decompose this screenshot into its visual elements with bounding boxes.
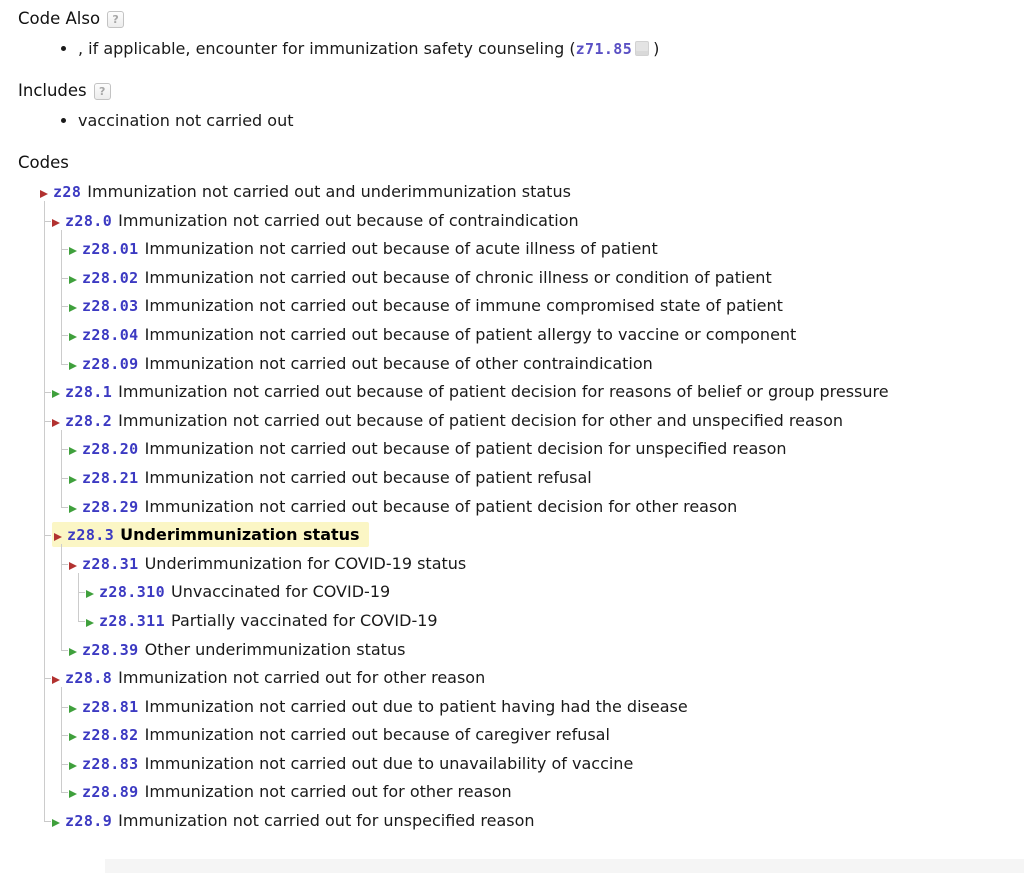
green-triangle-icon	[86, 619, 94, 627]
code-row-z28-8	[8, 664, 960, 693]
green-triangle-icon	[69, 733, 77, 741]
code-description: Immunization not carried out for other reason	[118, 668, 486, 688]
code-link-z28-03[interactable]: z28.03	[82, 297, 139, 316]
code-link-z28-02[interactable]: z28.02	[82, 268, 139, 287]
tree-branch-line	[61, 735, 68, 736]
code-row-z28-29	[8, 493, 960, 522]
code-link-z28-39[interactable]: z28.39	[82, 640, 139, 659]
code-row-z28-03	[8, 292, 960, 321]
code-row-z28-1	[8, 378, 960, 407]
code-description: Other underimmunization status	[144, 639, 406, 659]
codes-section	[18, 150, 1006, 836]
red-triangle-icon	[52, 419, 60, 427]
code-row-z28-04	[8, 321, 960, 350]
green-triangle-icon	[52, 390, 60, 398]
code-link-z28-3[interactable]: z28.3	[67, 526, 115, 545]
code-description: Immunization not carried out because of patient allergy to vaccine or component	[144, 324, 797, 344]
green-triangle-icon	[69, 447, 77, 455]
code-description: Immunization not carried out because of patient decision for reasons of belief or group pressure	[118, 382, 889, 402]
green-triangle-icon	[69, 476, 77, 484]
code-description: Immunization not carried out because of acute illness of patient	[144, 239, 658, 259]
code-row-z28-0	[8, 207, 960, 236]
tree-branch-line	[61, 507, 68, 508]
code-row-z28-20	[8, 435, 960, 464]
tree-branch-line	[61, 449, 68, 450]
code-description: Immunization not carried out for other reason	[144, 782, 512, 802]
code-description: Immunization not carried out because of caregiver refusal	[144, 725, 610, 745]
code-link-z28-31[interactable]: z28.31	[82, 554, 139, 573]
code-link-z28-1[interactable]: z28.1	[65, 383, 113, 402]
code-description: Immunization not carried out because of patient decision for other and unspecified reason	[118, 410, 844, 430]
code-description: Immunization not carried out because of immune compromised state of patient	[144, 296, 783, 316]
green-triangle-icon	[69, 790, 77, 798]
code-link-z28-310[interactable]: z28.310	[99, 583, 166, 602]
code-row-z28-39	[8, 636, 960, 665]
code-link-z71-85[interactable]: z71.85	[575, 40, 633, 58]
code-row-z28-81	[8, 693, 960, 722]
tree-branch-line	[44, 821, 51, 822]
code-also-text-suffix: )	[653, 39, 660, 58]
code-description: Partially vaccinated for COVID-19	[171, 610, 438, 630]
tree-branch-line	[61, 707, 68, 708]
includes-section	[18, 78, 1006, 135]
code-description: Underimmunization status	[120, 525, 360, 545]
green-triangle-icon	[69, 362, 77, 370]
green-triangle-icon	[69, 505, 77, 513]
help-icon[interactable]: ?	[94, 83, 111, 100]
code-link-z28-09[interactable]: z28.09	[82, 354, 139, 373]
codes-heading: Codes	[18, 153, 69, 172]
code-link-z28-20[interactable]: z28.20	[82, 440, 139, 459]
code-description: Immunization not carried out and underimmunization status	[87, 182, 571, 201]
highlighted-code	[52, 522, 369, 547]
green-triangle-icon	[69, 276, 77, 284]
tree-branch-line	[44, 392, 51, 393]
tree-branch-line	[44, 221, 51, 222]
includes-list	[18, 107, 1006, 135]
tree-branch-line	[61, 564, 68, 565]
tree-branch-line	[44, 535, 51, 536]
tree-branch-line	[61, 278, 68, 279]
code-row-z28-310	[8, 578, 960, 607]
tree-branch-line	[61, 764, 68, 765]
code-link-z28-0[interactable]: z28.0	[65, 211, 113, 230]
code-also-list	[18, 35, 1006, 63]
tree-branch-line	[61, 335, 68, 336]
green-triangle-icon	[69, 762, 77, 770]
tree-branch-line	[61, 249, 68, 250]
code-link-z28-8[interactable]: z28.8	[65, 669, 113, 688]
billable-gray-icon	[635, 41, 649, 56]
tree-branch-line	[61, 364, 68, 365]
red-triangle-icon	[40, 190, 48, 198]
green-triangle-icon	[52, 819, 60, 827]
tree-branch-line	[78, 592, 85, 593]
code-link-z28-2[interactable]: z28.2	[65, 411, 113, 430]
code-also-item	[78, 35, 1006, 63]
code-row-z28-311	[8, 607, 960, 636]
code-description: Immunization not carried out because of contraindication	[118, 210, 579, 230]
code-link-z28-83[interactable]: z28.83	[82, 754, 139, 773]
tree-guide-line	[78, 573, 79, 621]
code-description: Immunization not carried out because of patient refusal	[144, 467, 592, 487]
code-link-z28-04[interactable]: z28.04	[82, 325, 139, 344]
code-description: Immunization not carried out for unspecified reason	[118, 811, 535, 831]
code-description: Immunization not carried out because of patient decision for other reason	[144, 496, 738, 516]
code-description: Immunization not carried out because of patient decision for unspecified reason	[144, 439, 787, 459]
code-row-z28	[8, 178, 960, 207]
tree-guide-line	[44, 201, 45, 821]
code-description: Immunization not carried out because of other contraindication	[144, 353, 653, 373]
red-triangle-icon	[52, 676, 60, 684]
code-tree	[4, 178, 960, 836]
code-row-z28-02	[8, 264, 960, 293]
code-description: Immunization not carried out due to patient having had the disease	[144, 696, 688, 716]
code-also-section	[18, 6, 1006, 63]
code-description: Underimmunization for COVID-19 status	[144, 553, 467, 573]
tree-branch-line	[78, 621, 85, 622]
tree-guide-line	[61, 430, 62, 507]
green-triangle-icon	[69, 705, 77, 713]
code-description: Immunization not carried out because of chronic illness or condition of patient	[144, 267, 772, 287]
code-link-z28-9[interactable]: z28.9	[65, 812, 113, 831]
tree-branch-line	[61, 478, 68, 479]
tree-branch-line	[61, 650, 68, 651]
red-triangle-icon	[54, 533, 62, 541]
code-link-z28-89[interactable]: z28.89	[82, 783, 139, 802]
green-triangle-icon	[69, 333, 77, 341]
code-row-z28-3	[8, 521, 960, 550]
code-link-z28-01[interactable]: z28.01	[82, 240, 139, 259]
code-link-z28-81[interactable]: z28.81	[82, 697, 139, 716]
code-also-heading: Code Also	[18, 9, 101, 28]
help-icon[interactable]: ?	[107, 11, 124, 28]
code-row-z28-31	[8, 550, 960, 579]
tree-branch-line	[44, 421, 51, 422]
includes-heading: Includes	[18, 81, 87, 100]
tree-branch-line	[44, 678, 51, 679]
codes-heading-line	[18, 150, 1006, 176]
tree-branch-line	[61, 792, 68, 793]
green-triangle-icon	[86, 590, 94, 598]
code-row-z28-89	[8, 778, 960, 807]
code-row-z28-83	[8, 750, 960, 779]
code-row-z28-2	[8, 407, 960, 436]
code-description: Unvaccinated for COVID-19	[171, 582, 391, 602]
code-row-z28-21	[8, 464, 960, 493]
code-row-z28-09	[8, 350, 960, 379]
code-description: Immunization not carried out due to unavailability of vaccine	[144, 753, 634, 773]
code-also-text: , if applicable, encounter for immunization safety counseling (	[78, 39, 576, 58]
green-triangle-icon	[69, 648, 77, 656]
red-triangle-icon	[69, 562, 77, 570]
code-link-z28[interactable]: z28	[53, 183, 82, 201]
code-row-z28-9	[8, 807, 960, 836]
includes-item: • vaccination not carried out	[78, 107, 1006, 135]
code-link-z28-29[interactable]: z28.29	[82, 497, 139, 516]
tree-branch-line	[61, 306, 68, 307]
code-link-z28-311[interactable]: z28.311	[99, 611, 166, 630]
tree-guide-line	[61, 544, 62, 650]
green-triangle-icon	[69, 247, 77, 255]
bottom-divider	[105, 859, 1024, 873]
code-also-heading-line	[18, 6, 1006, 32]
red-triangle-icon	[52, 219, 60, 227]
code-link-z28-82[interactable]: z28.82	[82, 726, 139, 745]
code-link-z28-21[interactable]: z28.21	[82, 468, 139, 487]
code-row-z28-82	[8, 721, 960, 750]
tree-guide-line	[61, 230, 62, 364]
green-triangle-icon	[69, 304, 77, 312]
includes-heading-line	[18, 78, 1006, 104]
tree-guide-line	[61, 687, 62, 792]
code-row-z28-01	[8, 235, 960, 264]
